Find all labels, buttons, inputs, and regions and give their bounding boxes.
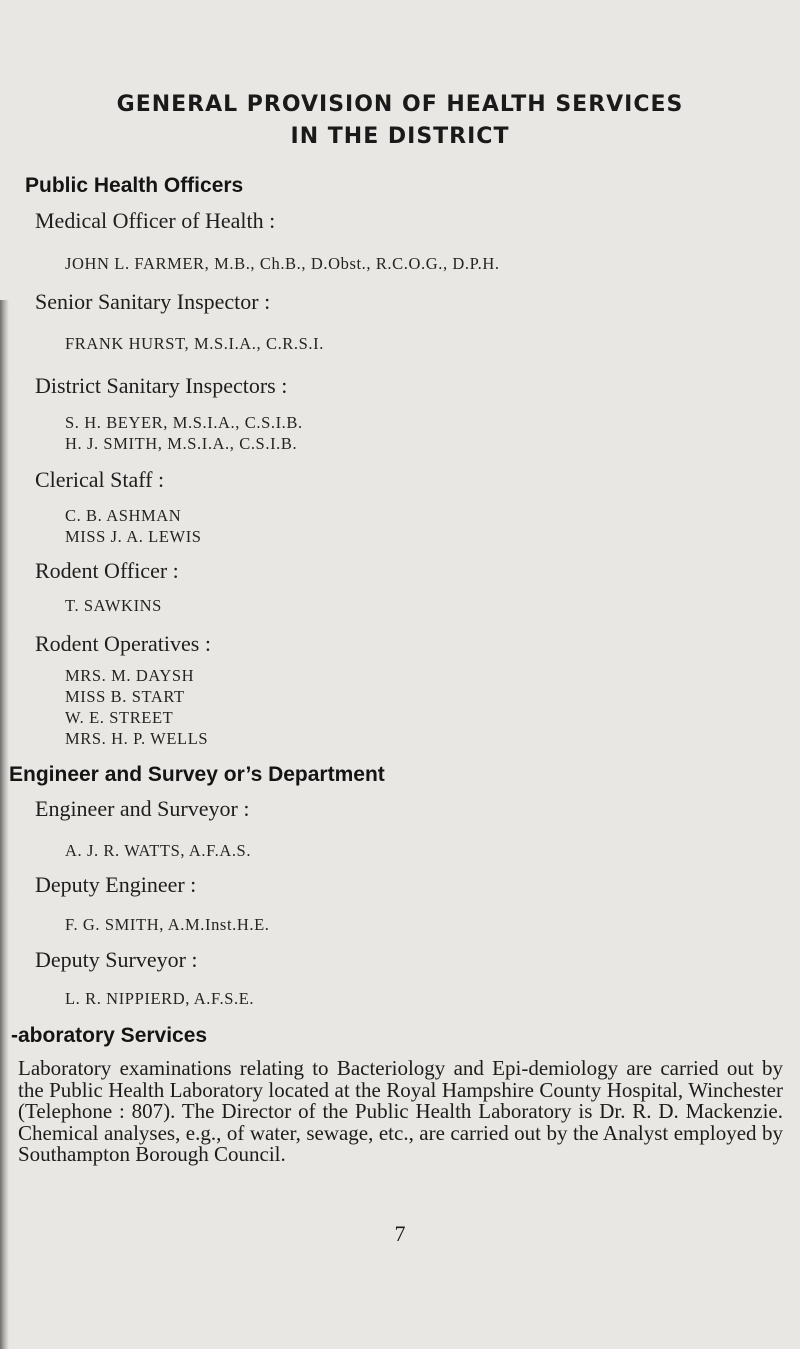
page-title: GENERAL PROVISION OF HEALTH SERVICES [116,92,684,117]
role-deputy-surveyor: Deputy Surveyor : [35,947,198,972]
name-senior-sanitary-inspector: FRANK HURST, M.S.I.A., C.R.S.I. [65,334,324,353]
role-clerical-staff: Clerical Staff : [35,467,165,492]
name-engineer-surveyor: A. J. R. WATTS, A.F.A.S. [65,841,252,860]
name-rodent-operative-1: MRS. M. DAYSH [65,666,195,685]
name-clerical-2: MISS J. A. LEWIS [65,527,202,546]
role-medical-officer: Medical Officer of Health : [35,208,276,233]
name-district-inspector-1: S. H. BEYER, M.S.I.A., C.S.I.B. [65,413,303,432]
role-engineer-surveyor: Engineer and Surveyor : [35,796,250,821]
role-district-sanitary-inspectors: District Sanitary Inspectors : [35,373,288,398]
section-heading-engineer: Engineer and Survey or’s Department [9,763,385,786]
name-rodent-operative-2: MISS B. START [65,687,185,706]
name-rodent-officer: T. SAWKINS [65,596,162,615]
laboratory-paragraph: Laboratory examinations relating to Bacteriology and Epi-demiology are carried out by the Public Health Laboratory located at the Royal Hampshire County Hospital, Winchester (Telephone : 807). The Director of the Public Health Laboratory is Dr. R. D. Mackenzie. Chemical analyses, e.g., of water, sewage, etc., are carried out by the Analyst employed by Southampton Borough Council. [18,1056,783,1166]
page-number: 7 [394,1221,406,1246]
page-subtitle: IN THE DISTRICT [290,124,510,149]
name-deputy-engineer: F. G. SMITH, A.M.Inst.H.E. [65,915,270,934]
section-heading-laboratory: -aboratory Services [11,1024,208,1047]
section-heading-public-health: Public Health Officers [25,174,244,197]
role-rodent-officer: Rodent Officer : [35,558,179,583]
role-deputy-engineer: Deputy Engineer : [35,872,197,897]
name-rodent-operative-3: W. E. STREET [65,708,174,727]
name-medical-officer: JOHN L. FARMER, M.B., Ch.B., D.Obst., R.C.O.G., D.P.H. [65,254,500,273]
binding-edge [0,300,9,1349]
name-clerical-1: C. B. ASHMAN [65,506,182,525]
name-rodent-operative-4: MRS. H. P. WELLS [65,729,209,748]
role-senior-sanitary-inspector: Senior Sanitary Inspector : [35,289,271,314]
role-rodent-operatives: Rodent Operatives : [35,631,211,656]
name-deputy-surveyor: L. R. NIPPIERD, A.F.S.E. [65,989,255,1008]
name-district-inspector-2: H. J. SMITH, M.S.I.A., C.S.I.B. [65,434,298,453]
